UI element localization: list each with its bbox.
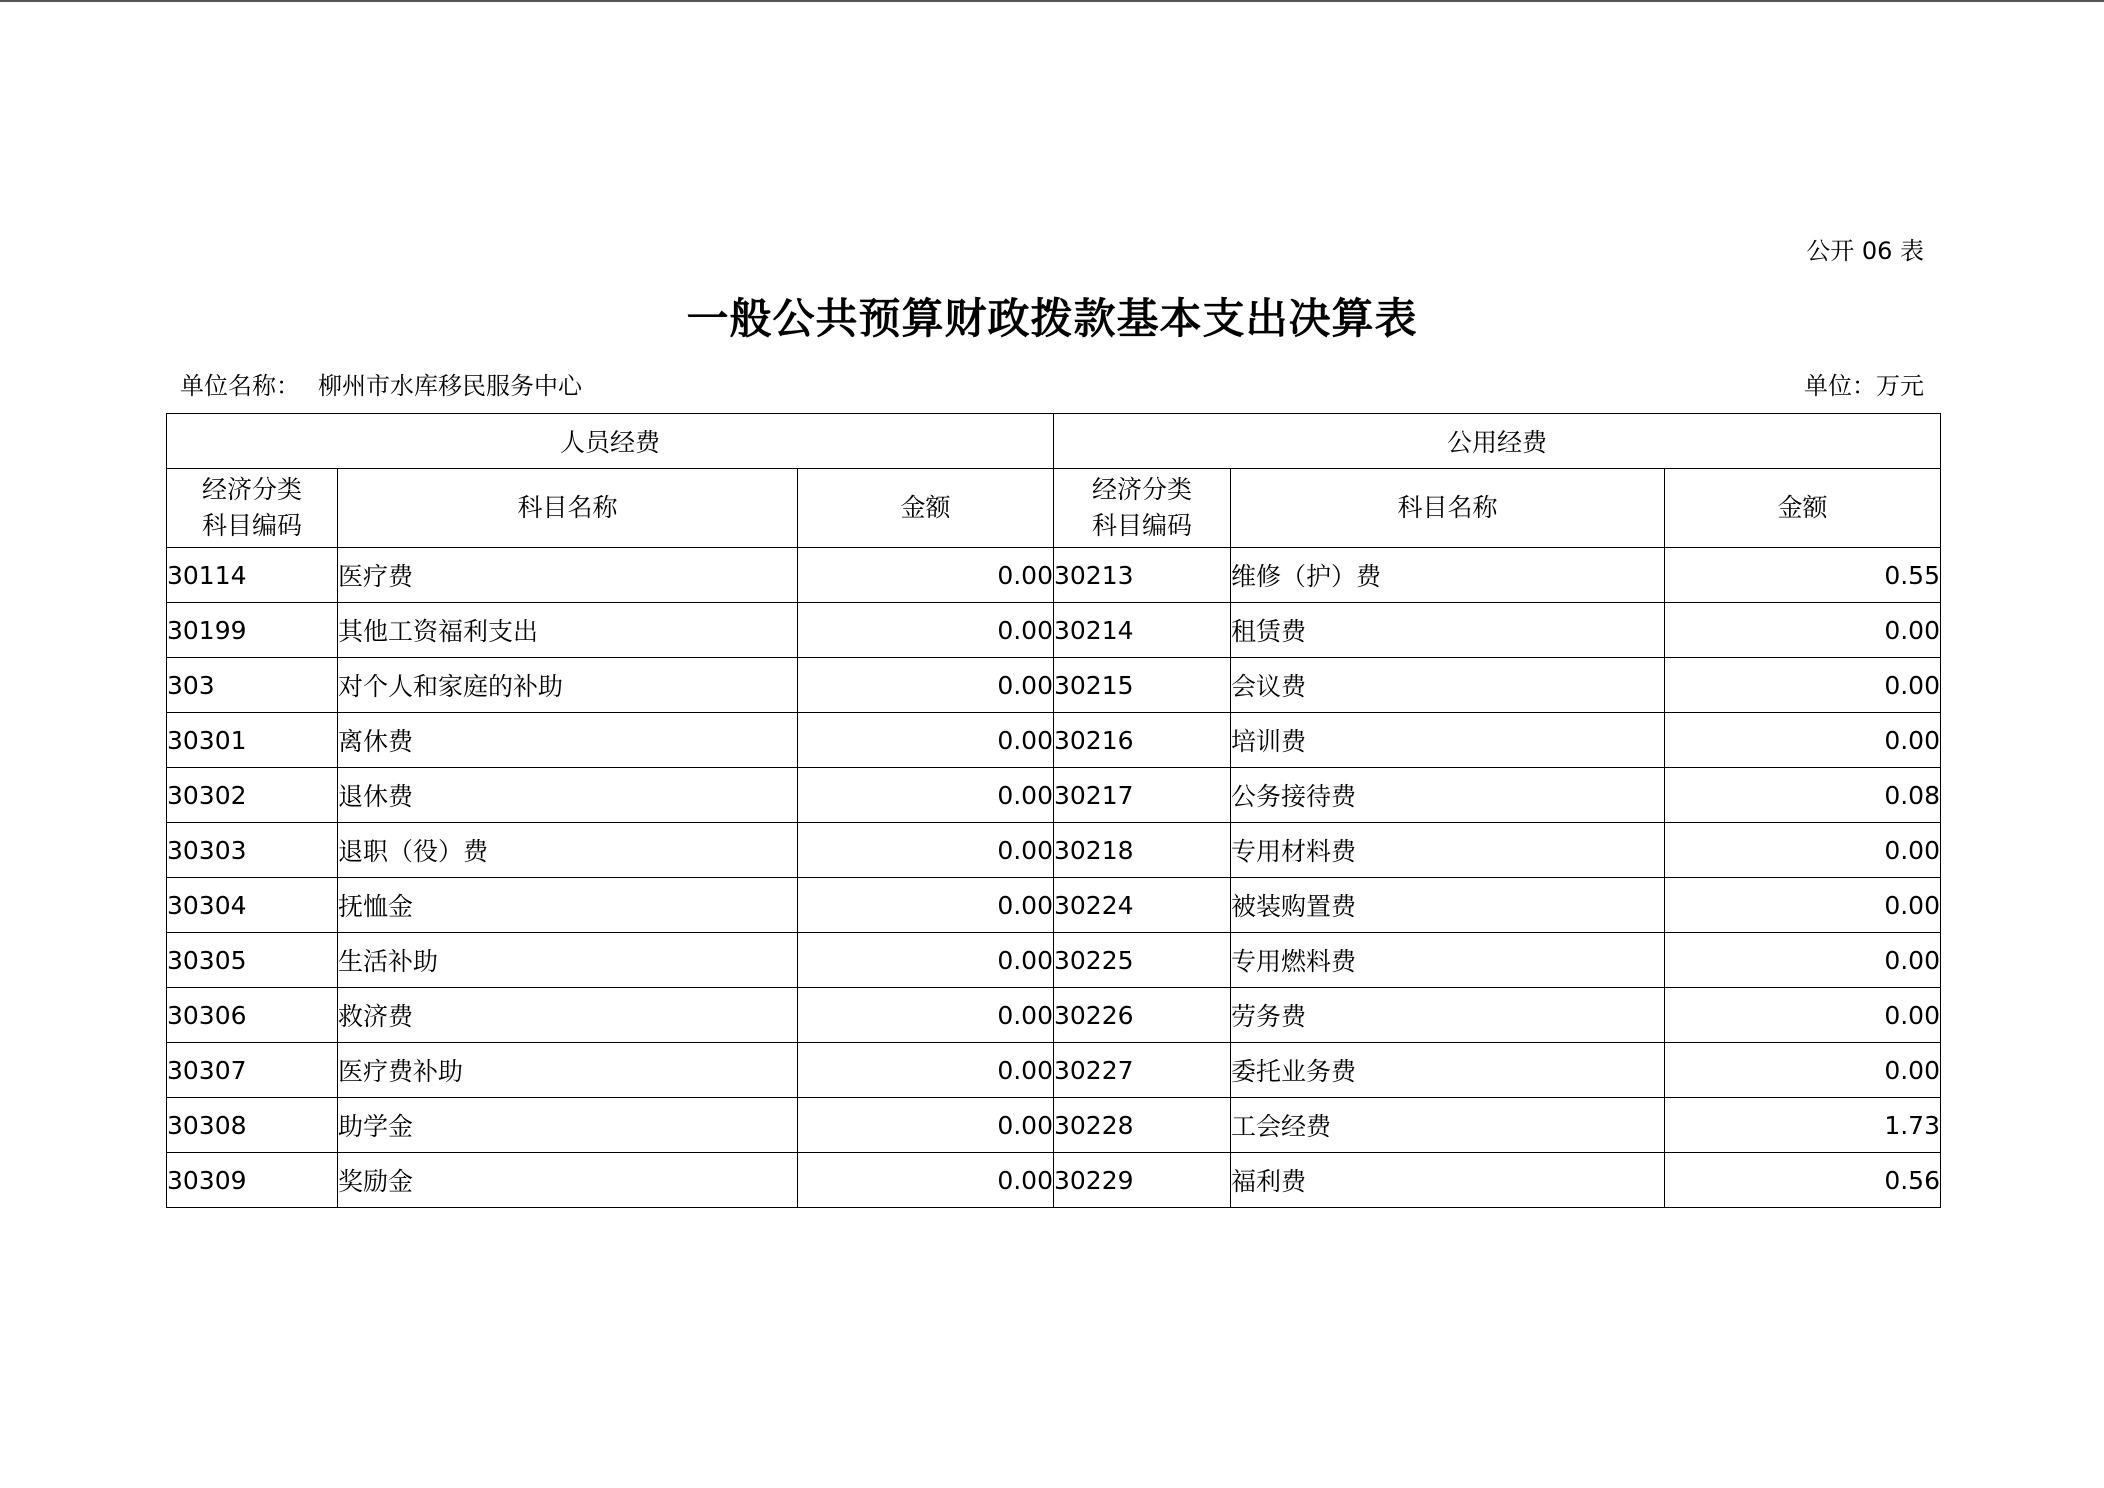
code-header-line2: 科目编码 <box>201 511 302 540</box>
left-amount-cell: 0.00 <box>798 1098 1054 1153</box>
right-name-cell: 会议费 <box>1231 658 1665 713</box>
group-personnel-expenses: 人员经费 <box>167 414 1054 469</box>
left-amount-cell: 0.00 <box>798 878 1054 933</box>
group-public-expenses: 公用经费 <box>1054 414 1941 469</box>
left-name-cell: 退职（役）费 <box>338 823 798 878</box>
right-code-cell: 30226 <box>1054 988 1231 1043</box>
right-code-cell: 30215 <box>1054 658 1231 713</box>
left-code-cell: 30304 <box>167 878 338 933</box>
left-amount-cell: 0.00 <box>798 1153 1054 1208</box>
right-code-cell: 30218 <box>1054 823 1231 878</box>
right-code-cell: 30224 <box>1054 878 1231 933</box>
right-code-cell: 30214 <box>1054 603 1231 658</box>
right-amount-cell: 0.00 <box>1665 1043 1941 1098</box>
right-name-cell: 公务接待费 <box>1231 768 1665 823</box>
right-amount-cell: 1.73 <box>1665 1098 1941 1153</box>
left-name-cell: 对个人和家庭的补助 <box>338 658 798 713</box>
code-header-line2: 科目编码 <box>1091 511 1192 540</box>
left-name-cell: 医疗费 <box>338 548 798 603</box>
table-row <box>167 1043 1941 1098</box>
left-code-cell: 30307 <box>167 1043 338 1098</box>
code-header-line1: 经济分类 <box>201 475 302 504</box>
right-code-cell: 30225 <box>1054 933 1231 988</box>
left-amount-cell: 0.00 <box>798 658 1054 713</box>
left-amount-cell: 0.00 <box>798 713 1054 768</box>
left-code-cell: 30305 <box>167 933 338 988</box>
left-name-cell: 离休费 <box>338 713 798 768</box>
right-name-cell: 专用燃料费 <box>1231 933 1665 988</box>
right-code-cell: 30216 <box>1054 713 1231 768</box>
right-amount-cell: 0.00 <box>1665 658 1941 713</box>
left-amount-cell: 0.00 <box>798 1043 1054 1098</box>
left-amount-cell: 0.00 <box>798 548 1054 603</box>
left-code-header <box>167 469 338 548</box>
table-row <box>167 603 1941 658</box>
right-amount-cell: 0.00 <box>1665 823 1941 878</box>
right-amount-header: 金额 <box>1665 469 1941 548</box>
left-code-cell: 30309 <box>167 1153 338 1208</box>
left-name-cell: 抚恤金 <box>338 878 798 933</box>
table-row <box>167 878 1941 933</box>
table-row <box>167 933 1941 988</box>
group-header-row <box>167 414 1941 469</box>
left-name-cell: 退休费 <box>338 768 798 823</box>
left-name-cell: 奖励金 <box>338 1153 798 1208</box>
left-code-cell: 30308 <box>167 1098 338 1153</box>
right-code-cell: 30229 <box>1054 1153 1231 1208</box>
right-name-cell: 培训费 <box>1231 713 1665 768</box>
table-row <box>167 1153 1941 1208</box>
left-code-cell: 30199 <box>167 603 338 658</box>
left-code-cell: 30306 <box>167 988 338 1043</box>
page-top-border <box>0 0 2104 2</box>
table-row <box>167 823 1941 878</box>
right-amount-cell: 0.08 <box>1665 768 1941 823</box>
left-code-cell: 30303 <box>167 823 338 878</box>
right-name-cell: 专用材料费 <box>1231 823 1665 878</box>
right-name-cell: 委托业务费 <box>1231 1043 1665 1098</box>
left-amount-cell: 0.00 <box>798 988 1054 1043</box>
left-amount-cell: 0.00 <box>798 933 1054 988</box>
right-name-cell: 劳务费 <box>1231 988 1665 1043</box>
left-amount-cell: 0.00 <box>798 603 1054 658</box>
right-name-cell: 租赁费 <box>1231 603 1665 658</box>
right-code-cell: 30227 <box>1054 1043 1231 1098</box>
right-amount-cell: 0.00 <box>1665 988 1941 1043</box>
right-amount-cell: 0.00 <box>1665 878 1941 933</box>
currency-unit: 单位：万元 <box>1804 372 1924 400</box>
unit-name-label: 单位名称： <box>180 372 300 400</box>
right-amount-cell: 0.56 <box>1665 1153 1941 1208</box>
right-code-header <box>1054 469 1231 548</box>
right-amount-cell: 0.00 <box>1665 603 1941 658</box>
document-title: 一般公共预算财政拨款基本支出决算表 <box>686 294 1418 343</box>
left-amount-cell: 0.00 <box>798 823 1054 878</box>
right-code-cell: 30217 <box>1054 768 1231 823</box>
right-name-cell: 工会经费 <box>1231 1098 1665 1153</box>
left-code-cell: 30301 <box>167 713 338 768</box>
code-header-line1: 经济分类 <box>1091 475 1192 504</box>
right-name-cell: 被装购置费 <box>1231 878 1665 933</box>
left-amount-cell: 0.00 <box>798 768 1054 823</box>
meta-row <box>180 370 1924 402</box>
table-row <box>167 768 1941 823</box>
left-name-cell: 医疗费补助 <box>338 1043 798 1098</box>
unit-name-value: 柳州市水库移民服务中心 <box>318 372 582 400</box>
right-code-cell: 30228 <box>1054 1098 1231 1153</box>
table-row <box>167 658 1941 713</box>
left-code-cell: 30302 <box>167 768 338 823</box>
right-amount-cell: 0.55 <box>1665 548 1941 603</box>
right-name-cell: 福利费 <box>1231 1153 1665 1208</box>
left-name-cell: 助学金 <box>338 1098 798 1153</box>
left-name-cell: 生活补助 <box>338 933 798 988</box>
table-number: 公开 06 表 <box>1806 237 1924 265</box>
right-code-cell: 30213 <box>1054 548 1231 603</box>
right-name-header: 科目名称 <box>1231 469 1665 548</box>
left-name-header: 科目名称 <box>338 469 798 548</box>
right-name-cell: 维修（护）费 <box>1231 548 1665 603</box>
left-amount-header: 金额 <box>798 469 1054 548</box>
left-code-cell: 30114 <box>167 548 338 603</box>
table-row <box>167 548 1941 603</box>
right-amount-cell: 0.00 <box>1665 933 1941 988</box>
left-name-cell: 其他工资福利支出 <box>338 603 798 658</box>
right-amount-cell: 0.00 <box>1665 713 1941 768</box>
table-row <box>167 988 1941 1043</box>
column-header-row <box>167 469 1941 548</box>
left-code-cell: 303 <box>167 658 338 713</box>
budget-table <box>166 413 1941 1208</box>
left-name-cell: 救济费 <box>338 988 798 1043</box>
table-row <box>167 1098 1941 1153</box>
table-row <box>167 713 1941 768</box>
